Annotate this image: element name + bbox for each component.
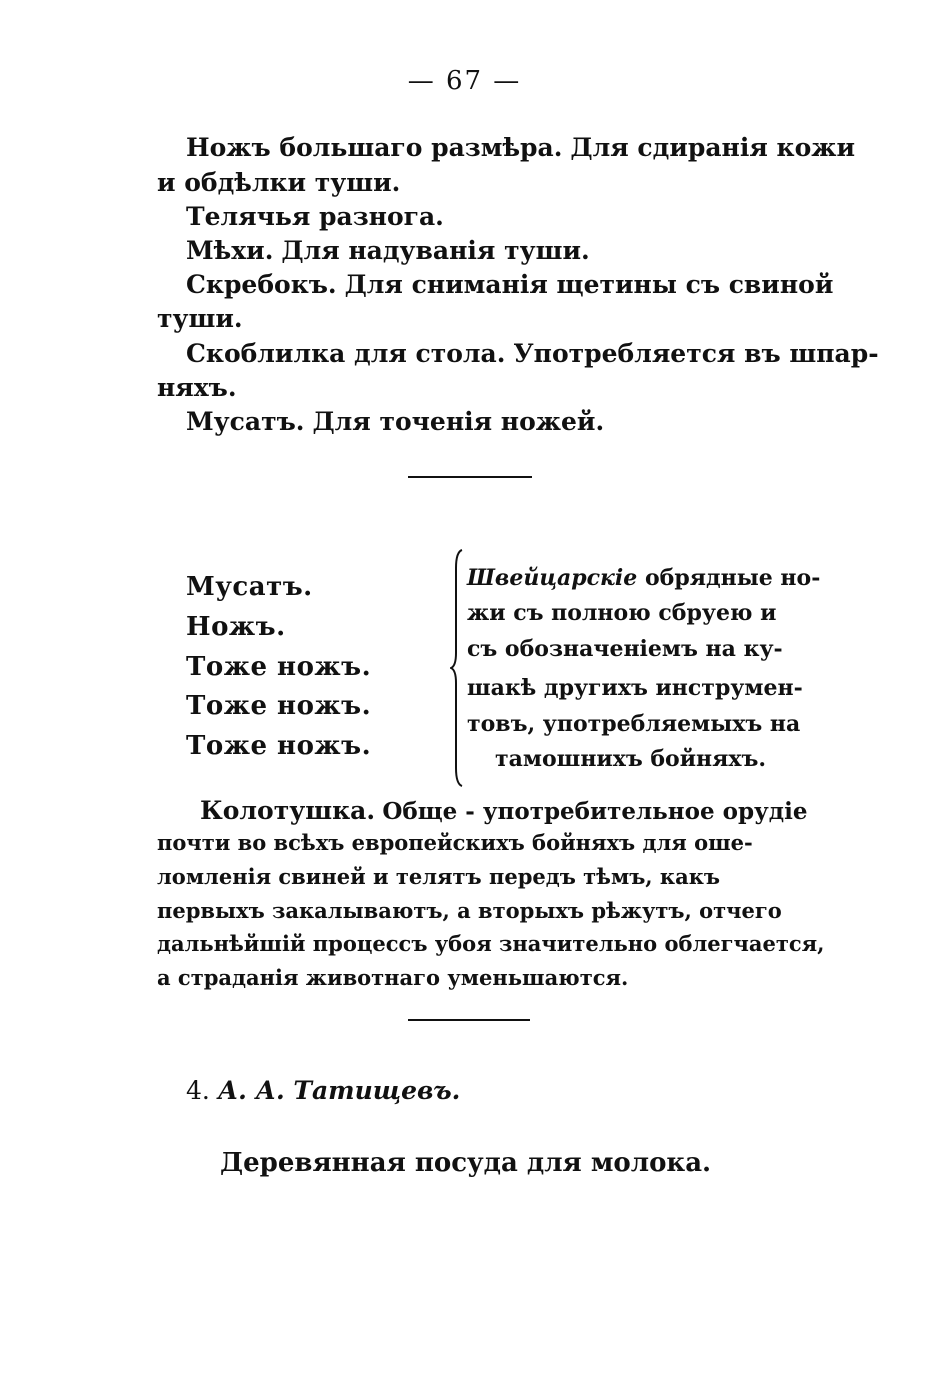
entry-text-continuation: и обдѣлки туши. [157,168,401,197]
side-note-italic: Швейцарскіе [467,565,638,591]
list-item: Тоже ножъ. [186,691,372,721]
curly-brace-icon [450,548,464,788]
list-item: Ножъ. [186,612,286,642]
side-note-line: тамошнихъ бойняхъ. [495,746,767,772]
paragraph-line: а страданія животнаго уменьшаются. [157,965,629,990]
final-title: Деревянная посуда для молока. [220,1148,712,1178]
kolotushka-head: Колотушка. [200,796,376,825]
section-divider [408,476,532,478]
entry-head: Мусатъ. [186,407,305,436]
entry-bellows [186,236,590,265]
exhibitor-name: А. А. Татищевъ. [217,1076,461,1105]
side-note-line: шакѣ другихъ инструмен- [467,675,803,701]
side-note-line: жи съ полною сбруею и [467,600,777,626]
entry-text: Для точенія ножей. [312,407,605,436]
section-divider [408,1019,530,1021]
list-item: Мусатъ. [186,572,313,602]
exhibitor-heading [186,1076,460,1105]
list-item: Тоже ножъ. [186,731,372,761]
side-note-line: съ обозначеніемъ на ку- [467,636,783,662]
entry-table-scraper [186,339,879,368]
entry-text: Употребляется въ шпар- [513,339,879,368]
side-note-line [467,565,820,591]
exhibitor-number: 4. [186,1076,210,1105]
entry-veal-tongs: Телячья разнога. [186,202,444,231]
entry-sharpening-steel [186,407,604,436]
paragraph-line: первыхъ закалываютъ, а вторыхъ рѣжутъ, отчего [157,898,782,923]
entry-text: Для надуванія туши. [281,236,590,265]
entry-text-continuation: туши. [157,304,243,333]
entry-text: Для сдиранія кожи [570,133,856,162]
paragraph-line: почти во всѣхъ европейскихъ бойняхъ для оше- [157,830,753,855]
entry-text: Для сниманія щетины съ свиной [344,270,834,299]
side-note-text: обрядные но- [644,565,821,591]
entry-head: Скоблилка для стола. [186,339,506,368]
side-note-line: товъ, употребляемыхъ на [467,711,801,737]
paragraph-line: дальнѣйшій процессъ убоя значительно облегчается, [157,931,825,956]
entry-head: Ножъ большаго размѣра. [186,133,563,162]
entry-scraper [186,270,833,299]
kolotushka-first-line [200,796,807,825]
page-number: — 67 — [407,66,522,96]
kolotushka-text: Обще - употребительное орудіе [382,798,808,825]
entry-head: Скребокъ. [186,270,337,299]
entry-knife-large [186,133,855,162]
paragraph-line: ломленія свиней и телятъ передъ тѣмъ, какъ [157,864,720,889]
entry-text-continuation: няхъ. [157,373,237,402]
list-item: Тоже ножъ. [186,652,372,682]
entry-head: Мѣхи. [186,236,274,265]
